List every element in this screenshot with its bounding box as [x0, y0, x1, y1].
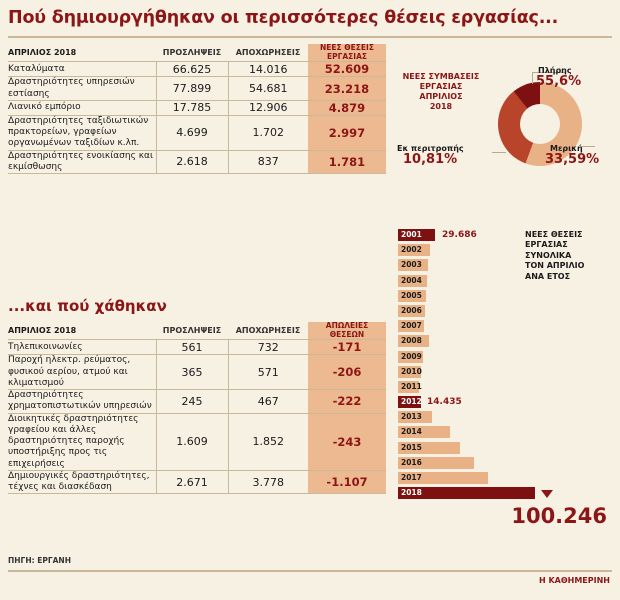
bar-year-label: 2002	[401, 245, 422, 255]
gains-row-3-hires: 4.699	[156, 115, 228, 150]
bar-row	[398, 304, 613, 319]
losses-row-4-hires: 2.671	[156, 470, 228, 494]
bar-row	[398, 243, 613, 258]
losses-row-0-label: Τηλεπικοινωνίες	[8, 340, 156, 355]
gains-row-0-net: 52.609	[308, 62, 386, 77]
gains-row-4-hires: 2.618	[156, 150, 228, 174]
table-losses-bottom-rule	[8, 494, 386, 496]
bar-year-label: 2007	[401, 321, 422, 331]
leader-line-rotational	[492, 152, 506, 153]
bar-row	[398, 471, 613, 486]
leader-line-partial	[581, 146, 595, 147]
losses-row-1-exits: 571	[228, 355, 308, 390]
bar-row	[398, 228, 613, 243]
bar-year-label: 2001	[401, 230, 422, 239]
gains-row-4-exits: 837	[228, 150, 308, 174]
losses-row-2-label: Δραστηριότητες χρηματοπιστωτικών υπηρεσιών	[8, 390, 156, 414]
losses-row-4-exits: 3.778	[228, 470, 308, 494]
table-losses	[8, 322, 386, 495]
table-row	[8, 390, 386, 414]
bar-row	[398, 274, 613, 289]
table-row	[8, 62, 386, 77]
losses-period: ΑΠΡΙΛΙΟΣ 2018	[8, 326, 77, 336]
table-gains-bottom-rule	[8, 174, 386, 176]
donut-chart	[395, 60, 612, 190]
gains-row-1-net: 23.218	[308, 77, 386, 101]
donut-label-partial: Μερική	[550, 144, 583, 153]
losses-col-net: ΑΠΩΛΕΙΕΣ ΘΕΣΕΩΝ	[308, 322, 386, 340]
donut-label-rotational: Εκ περιτροπής	[397, 144, 464, 153]
bar-year-label: 2011	[401, 381, 422, 391]
leader-line-full	[532, 72, 533, 84]
bar-year-label: 2012	[401, 397, 422, 407]
bar-value-label: 14.435	[427, 396, 462, 407]
gains-row-1-exits: 54.681	[228, 77, 308, 101]
losses-row-0-net: -171	[308, 340, 386, 355]
table-losses-header	[8, 322, 386, 340]
total-arrow-icon	[541, 490, 553, 498]
losses-row-3-label: Διοικητικές δραστηριότητες γραφείου και άλλες δραστηριότητες παροχής υποστήριξης προς τις επιχειρήσεις	[8, 413, 156, 470]
bar-year-label: 2004	[401, 275, 422, 285]
gains-row-1-hires: 77.899	[156, 77, 228, 101]
bar-year-label: 2006	[401, 305, 422, 315]
table-row	[8, 115, 386, 150]
bar-row	[398, 456, 613, 471]
gains-row-2-hires: 17.785	[156, 100, 228, 115]
gains-row-3-label: Δραστηριότητες ταξιδιωτικών πρακτορείων, γραφείων οργανωμένων ταξιδίων κ.λπ.	[8, 115, 156, 150]
bar-row	[398, 350, 613, 365]
bar-row	[398, 441, 613, 456]
bar-row	[398, 289, 613, 304]
bar-row	[398, 258, 613, 273]
gains-col-net: ΝΕΕΣ ΘΕΣΕΙΣ ΕΡΓΑΣΙΑΣ	[308, 44, 386, 62]
bar-row	[398, 425, 613, 440]
gains-row-1-label: Δραστηριότητες υπηρεσιών εστίασης	[8, 77, 156, 101]
donut-value-partial: 33,59%	[545, 152, 600, 167]
bar-row	[398, 395, 613, 410]
losses-row-1-net: -206	[308, 355, 386, 390]
bar-year-label: 2015	[401, 442, 422, 452]
donut-title: ΝΕΕΣ ΣΥΜΒΑΣΕΙΣ ΕΡΓΑΣΙΑΣ ΑΠΡΙΛΙΟΣ 2018	[402, 72, 480, 111]
page-title: Πού δημιουργήθηκαν οι περισσότερες θέσεις εργασίας...	[8, 8, 559, 28]
table-gains	[8, 44, 386, 175]
bar-row	[398, 334, 613, 349]
bar-year-label: 2017	[401, 473, 422, 482]
table-row	[8, 100, 386, 115]
bar-year-label: 2013	[401, 412, 422, 422]
bar-year-label: 2003	[401, 260, 422, 270]
footer-divider	[8, 570, 612, 572]
gains-row-4-label: Δραστηριότητες ενοικίασης και εκμίσθωσης	[8, 150, 156, 174]
bar-row	[398, 365, 613, 380]
gains-row-2-label: Λιανικό εμπόριο	[8, 100, 156, 115]
gains-col-hires: ΠΡΟΣΛΗΨΕΙΣ	[162, 48, 222, 58]
bar-year-label: 2016	[401, 457, 422, 467]
bar-year-label: 2018	[401, 488, 422, 498]
table-row	[8, 77, 386, 101]
title-divider	[8, 36, 612, 38]
table-row	[8, 340, 386, 355]
table-row	[8, 413, 386, 470]
bar-row	[398, 410, 613, 425]
gains-row-4-net: 1.781	[308, 150, 386, 174]
bar-row	[398, 380, 613, 395]
table-row	[8, 470, 386, 494]
gains-row-3-net: 2.997	[308, 115, 386, 150]
bar-year-label: 2009	[401, 351, 422, 361]
gains-row-2-exits: 12.906	[228, 100, 308, 115]
gains-row-2-net: 4.879	[308, 100, 386, 115]
donut-value-rotational: 10,81%	[403, 152, 458, 167]
gains-col-exits: ΑΠΟΧΩΡΗΣΕΙΣ	[235, 48, 301, 58]
losses-row-4-net: -1.107	[308, 470, 386, 494]
bar-row	[398, 319, 613, 334]
table-row	[8, 355, 386, 390]
losses-row-3-hires: 1.609	[156, 413, 228, 470]
gains-row-3-exits: 1.702	[228, 115, 308, 150]
source-note: ΠΗΓΗ: ΕΡΓΑΝΗ	[8, 556, 71, 565]
losses-row-2-net: -222	[308, 390, 386, 414]
bar-year-label: 2005	[401, 290, 422, 300]
losses-row-2-exits: 467	[228, 390, 308, 414]
losses-row-1-hires: 365	[156, 355, 228, 390]
losses-row-3-net: -243	[308, 413, 386, 470]
brand-label: Η ΚΑΘΗΜΕΡΙΝΗ	[538, 576, 610, 585]
bar-year-label: 2010	[401, 366, 422, 376]
losses-col-exits: ΑΠΟΧΩΡΗΣΕΙΣ	[235, 326, 301, 336]
gains-period: ΑΠΡΙΛΙΟΣ 2018	[8, 48, 77, 58]
bar-chart	[398, 228, 613, 528]
table-gains-header	[8, 44, 386, 62]
losses-row-0-exits: 732	[228, 340, 308, 355]
bar-row	[398, 486, 613, 501]
losses-row-2-hires: 245	[156, 390, 228, 414]
bar-chart-title: ΝΕΕΣ ΘΕΣΕΙΣ ΕΡΓΑΣΙΑΣ ΣΥΝΟΛΙΚΑ ΤΟΝ ΑΠΡΙΛΙΟ ΑΝΑ ΕΤΟΣ	[525, 230, 585, 281]
losses-row-4-label: Δημιουργικές δραστηριότητες, τέχνες και διασκέδαση	[8, 470, 156, 494]
bar-value-label: 29.686	[442, 229, 477, 240]
losses-row-3-exits: 1.852	[228, 413, 308, 470]
losses-row-0-hires: 561	[156, 340, 228, 355]
bar-year-label: 2008	[401, 336, 422, 346]
donut-label-full: Πλήρης	[538, 66, 572, 75]
gains-row-0-exits: 14.016	[228, 62, 308, 77]
table-row	[8, 150, 386, 174]
bar-year-label: 2014	[401, 427, 422, 437]
donut-value-full: 55,6%	[536, 74, 582, 89]
bar-chart-total: 100.246	[511, 504, 607, 528]
gains-row-0-hires: 66.625	[156, 62, 228, 77]
gains-row-0-label: Καταλύματα	[8, 62, 156, 77]
losses-col-hires: ΠΡΟΣΛΗΨΕΙΣ	[162, 326, 222, 336]
section-subtitle: ...και πού χάθηκαν	[8, 297, 167, 315]
losses-row-1-label: Παροχή ηλεκτρ. ρεύματος, φυσικού αερίου, ατμού και κλιματισμού	[8, 355, 156, 390]
